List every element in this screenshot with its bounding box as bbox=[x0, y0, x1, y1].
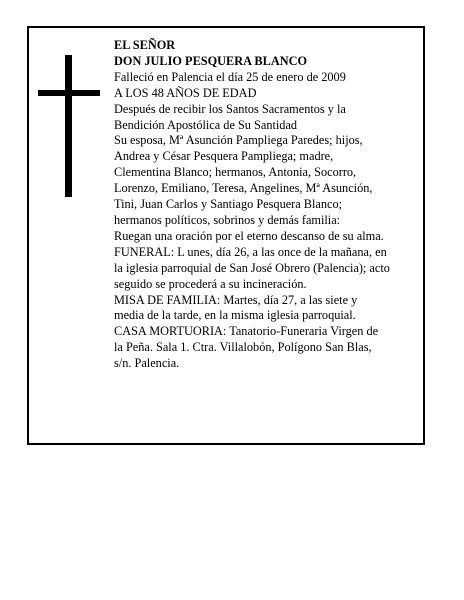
sacraments-line: Después de recibir los Santos Sacramentos y la bbox=[114, 101, 346, 116]
family-mass-line: MISA DE FAMILIA: Martes, día 27, a las siete y bbox=[114, 292, 358, 307]
deceased-title: EL SEÑOR bbox=[114, 38, 176, 52]
age-line: A LOS 48 AÑOS DE EDAD bbox=[114, 85, 257, 100]
cross-icon bbox=[38, 55, 100, 197]
family-line: Su esposa, Mª Asunción Pampliega Paredes; hijos, bbox=[114, 133, 363, 148]
funeral-home-line: s/n. Palencia. bbox=[114, 356, 180, 371]
funeral-line: la iglesia parroquial de San José Obrero (Palencia); acto bbox=[114, 260, 390, 275]
cross-vertical-bar bbox=[65, 55, 72, 197]
funeral-line: seguido se procederá a su incineración. bbox=[114, 276, 307, 291]
funeral-home-line: la Peña. Sala 1. Ctra. Villalobón, Polígono San Blas, bbox=[114, 340, 372, 355]
cross-horizontal-bar bbox=[38, 90, 100, 96]
prayer-request-line: Ruegan una oración por el eterno descanso de su alma. bbox=[114, 228, 384, 243]
family-line: Tini, Juan Carlos y Santiago Pesquera Blanco; bbox=[114, 197, 343, 212]
family-mass-line: media de la tarde, en la misma iglesia parroquial. bbox=[114, 308, 356, 323]
deceased-name: DON JULIO PESQUERA BLANCO bbox=[114, 53, 308, 68]
family-line: Clementina Blanco; hermanos, Antonia, Socorro, bbox=[114, 165, 357, 180]
notice-text bbox=[114, 38, 414, 372]
family-line: Andrea y César Pesquera Pampliega; madre, bbox=[114, 149, 334, 164]
family-line: Lorenzo, Emiliano, Teresa, Angelines, Mª Asunción, bbox=[114, 181, 373, 196]
death-date-line: Falleció en Palencia el día 25 de enero de 2009 bbox=[114, 69, 346, 84]
sacraments-line: Bendición Apostólica de Su Santidad bbox=[114, 117, 298, 132]
family-line: hermanos políticos, sobrinos y demás familia: bbox=[114, 212, 341, 227]
funeral-home-line: CASA MORTUORIA: Tanatorio-Funeraria Virgen de bbox=[114, 324, 379, 339]
funeral-line: FUNERAL: L unes, día 26, a las once de la mañana, en bbox=[114, 244, 387, 259]
